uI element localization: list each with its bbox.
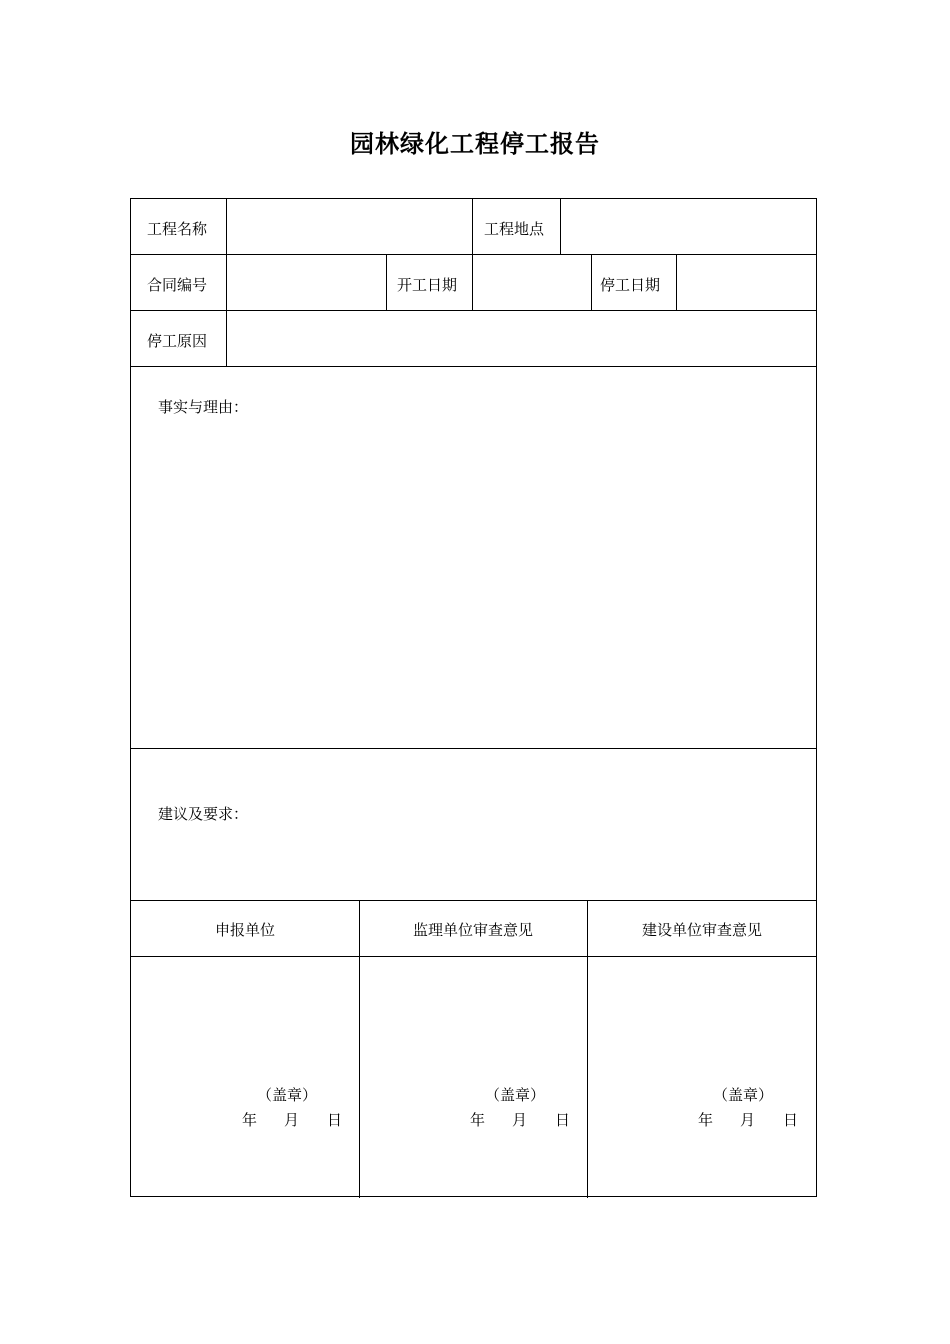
col-divider (676, 254, 677, 310)
date-month: 月 (512, 1111, 528, 1129)
row-divider (131, 900, 816, 901)
date-year: 年 (470, 1111, 486, 1129)
page-title: 园林绿化工程停工报告 (350, 129, 600, 158)
col-divider (472, 199, 473, 254)
date-year: 年 (698, 1111, 714, 1129)
col-divider (386, 254, 387, 310)
row-divider (131, 366, 816, 367)
row-divider (131, 956, 816, 957)
col-divider (226, 254, 227, 310)
col-divider (587, 900, 588, 1198)
col-divider (560, 199, 561, 254)
seal-text: （盖章） (485, 1086, 546, 1104)
owner-review-header: 建设单位审查意见 (641, 921, 762, 939)
seal-text: （盖章） (257, 1086, 318, 1104)
project-location-label: 工程地点 (484, 220, 545, 238)
row-divider (131, 310, 816, 311)
stop-reason-label: 停工原因 (147, 332, 208, 350)
date-year: 年 (242, 1111, 258, 1129)
stop-date-label: 停工日期 (600, 276, 661, 294)
facts-label: 事实与理由： (158, 398, 249, 416)
col-divider (226, 310, 227, 366)
row-divider (131, 254, 816, 255)
col-divider (472, 254, 473, 310)
project-name-label: 工程名称 (147, 220, 208, 238)
applicant-unit-header: 申报单位 (214, 921, 275, 939)
col-divider (226, 199, 227, 254)
contract-no-label: 合同编号 (147, 276, 208, 294)
supervisor-review-header: 监理单位审查意见 (412, 921, 533, 939)
date-day: 日 (555, 1111, 571, 1129)
date-day: 日 (783, 1111, 799, 1129)
suggestion-label: 建议及要求： (158, 805, 249, 823)
date-month: 月 (284, 1111, 300, 1129)
start-date-label: 开工日期 (397, 276, 458, 294)
row-divider (131, 748, 816, 749)
col-divider (591, 254, 592, 310)
date-day: 日 (327, 1111, 343, 1129)
stop-work-form (130, 198, 817, 1197)
seal-text: （盖章） (713, 1086, 774, 1104)
col-divider (359, 900, 360, 1198)
date-month: 月 (740, 1111, 756, 1129)
